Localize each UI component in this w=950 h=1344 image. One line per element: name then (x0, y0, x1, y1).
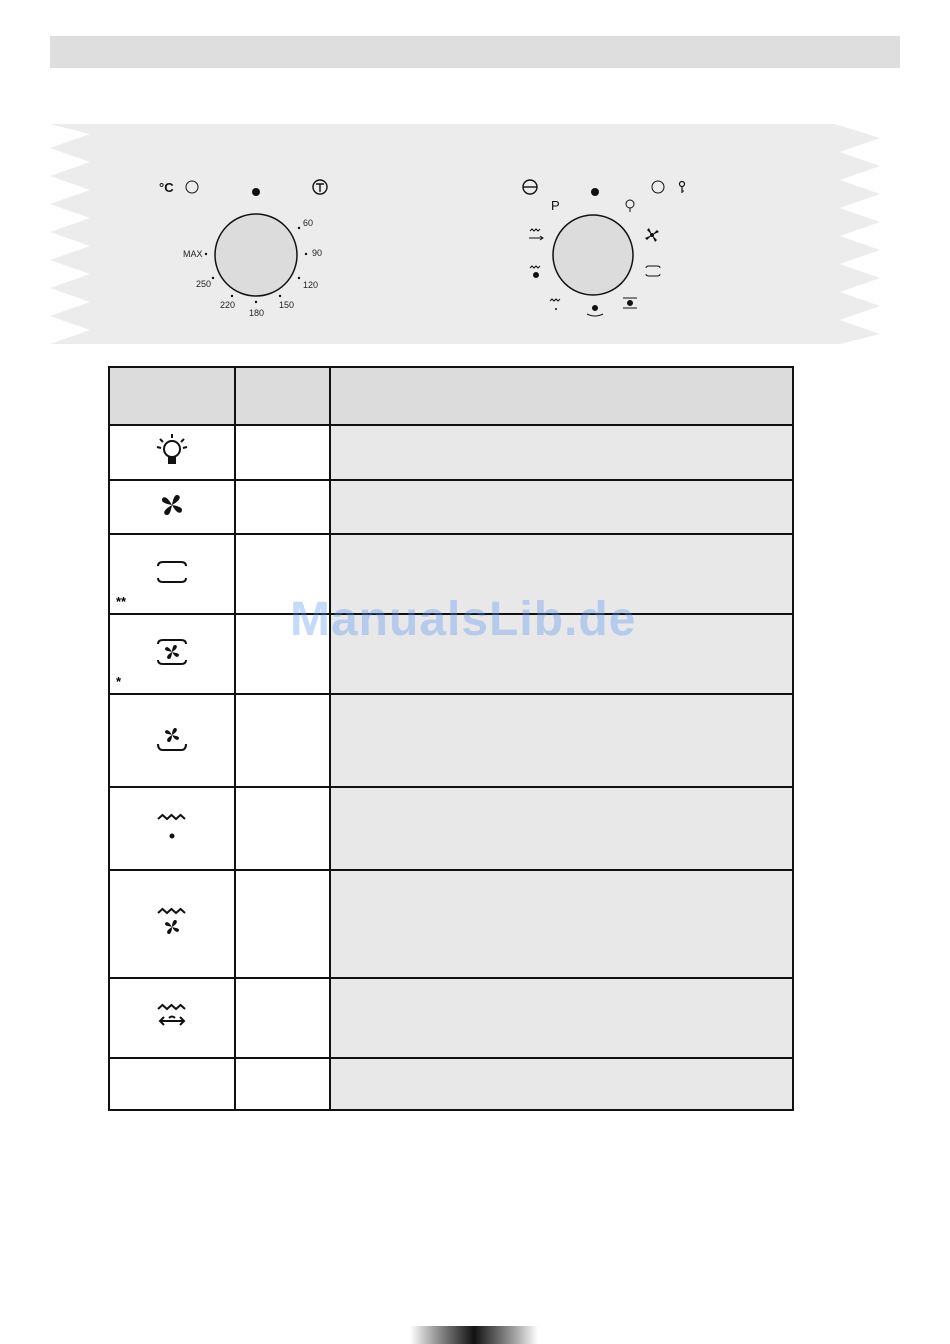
table-cell-function (235, 1058, 331, 1110)
function-knob (553, 215, 633, 295)
table-cell-description (330, 1058, 793, 1110)
table-row (109, 978, 793, 1058)
temperature-label-60: 60 (303, 218, 314, 228)
fan-top-bottom-heat-icon (155, 637, 189, 667)
function-table (108, 366, 794, 1111)
table-cell-function (235, 425, 331, 480)
table-cell-description (330, 694, 793, 787)
table-cell-function (235, 870, 331, 978)
grill-rotisserie-icon (155, 1001, 189, 1031)
temperature-label-90: 90 (312, 248, 323, 258)
page-tab (410, 1326, 538, 1344)
program-label: P (551, 198, 560, 213)
temperature-label-150: 150 (279, 300, 295, 310)
grill-icon (155, 811, 189, 841)
temperature-knob (215, 214, 297, 296)
table-cell-icon (109, 694, 235, 787)
table-cell-icon (109, 614, 235, 694)
table-cell-description (330, 480, 793, 534)
grill-fan-icon (155, 905, 189, 939)
footnote-mark: * (116, 674, 122, 689)
table-cell-function (235, 694, 331, 787)
table-cell-icon (109, 1058, 235, 1110)
table-cell-function (235, 978, 331, 1058)
function-dial-marker (591, 188, 599, 196)
table-header-description (330, 367, 793, 425)
temperature-label-180: 180 (249, 308, 265, 318)
table-cell-function (235, 480, 331, 534)
table-cell-icon (109, 870, 235, 978)
table-cell-icon (109, 425, 235, 480)
header-bar (50, 36, 900, 68)
table-row (109, 870, 793, 978)
table-cell-description (330, 978, 793, 1058)
table-cell-icon (109, 534, 235, 614)
table-cell-icon (109, 978, 235, 1058)
table-row (109, 694, 793, 787)
top-bottom-heat-icon (155, 559, 189, 585)
temperature-label-250: 250 (196, 279, 212, 289)
control-panel (50, 124, 885, 344)
table-header-symbol (109, 367, 235, 425)
table-cell-icon (109, 480, 235, 534)
table-row (109, 425, 793, 480)
lamp-icon (155, 432, 189, 468)
watermark: ManualsLib.de (290, 593, 637, 646)
table-cell-function (235, 787, 331, 870)
temperature-label-120: 120 (303, 280, 319, 290)
panel-background (50, 124, 880, 344)
table-cell-description (330, 425, 793, 480)
table-cell-description (330, 787, 793, 870)
table-header-row (109, 367, 793, 425)
table-row (109, 480, 793, 534)
temperature-label-max: MAX (183, 249, 203, 259)
table-row (109, 787, 793, 870)
table-cell-description (330, 870, 793, 978)
fan-icon (158, 491, 186, 519)
table-cell-icon (109, 787, 235, 870)
table-row (109, 1058, 793, 1110)
footnote-mark: ** (116, 594, 127, 609)
temperature-label-220: 220 (220, 300, 236, 310)
temperature-dial-marker (252, 188, 260, 196)
celsius-symbol: °C (159, 180, 174, 195)
fan-bottom-heat-icon (155, 723, 189, 753)
table-header-function (235, 367, 331, 425)
